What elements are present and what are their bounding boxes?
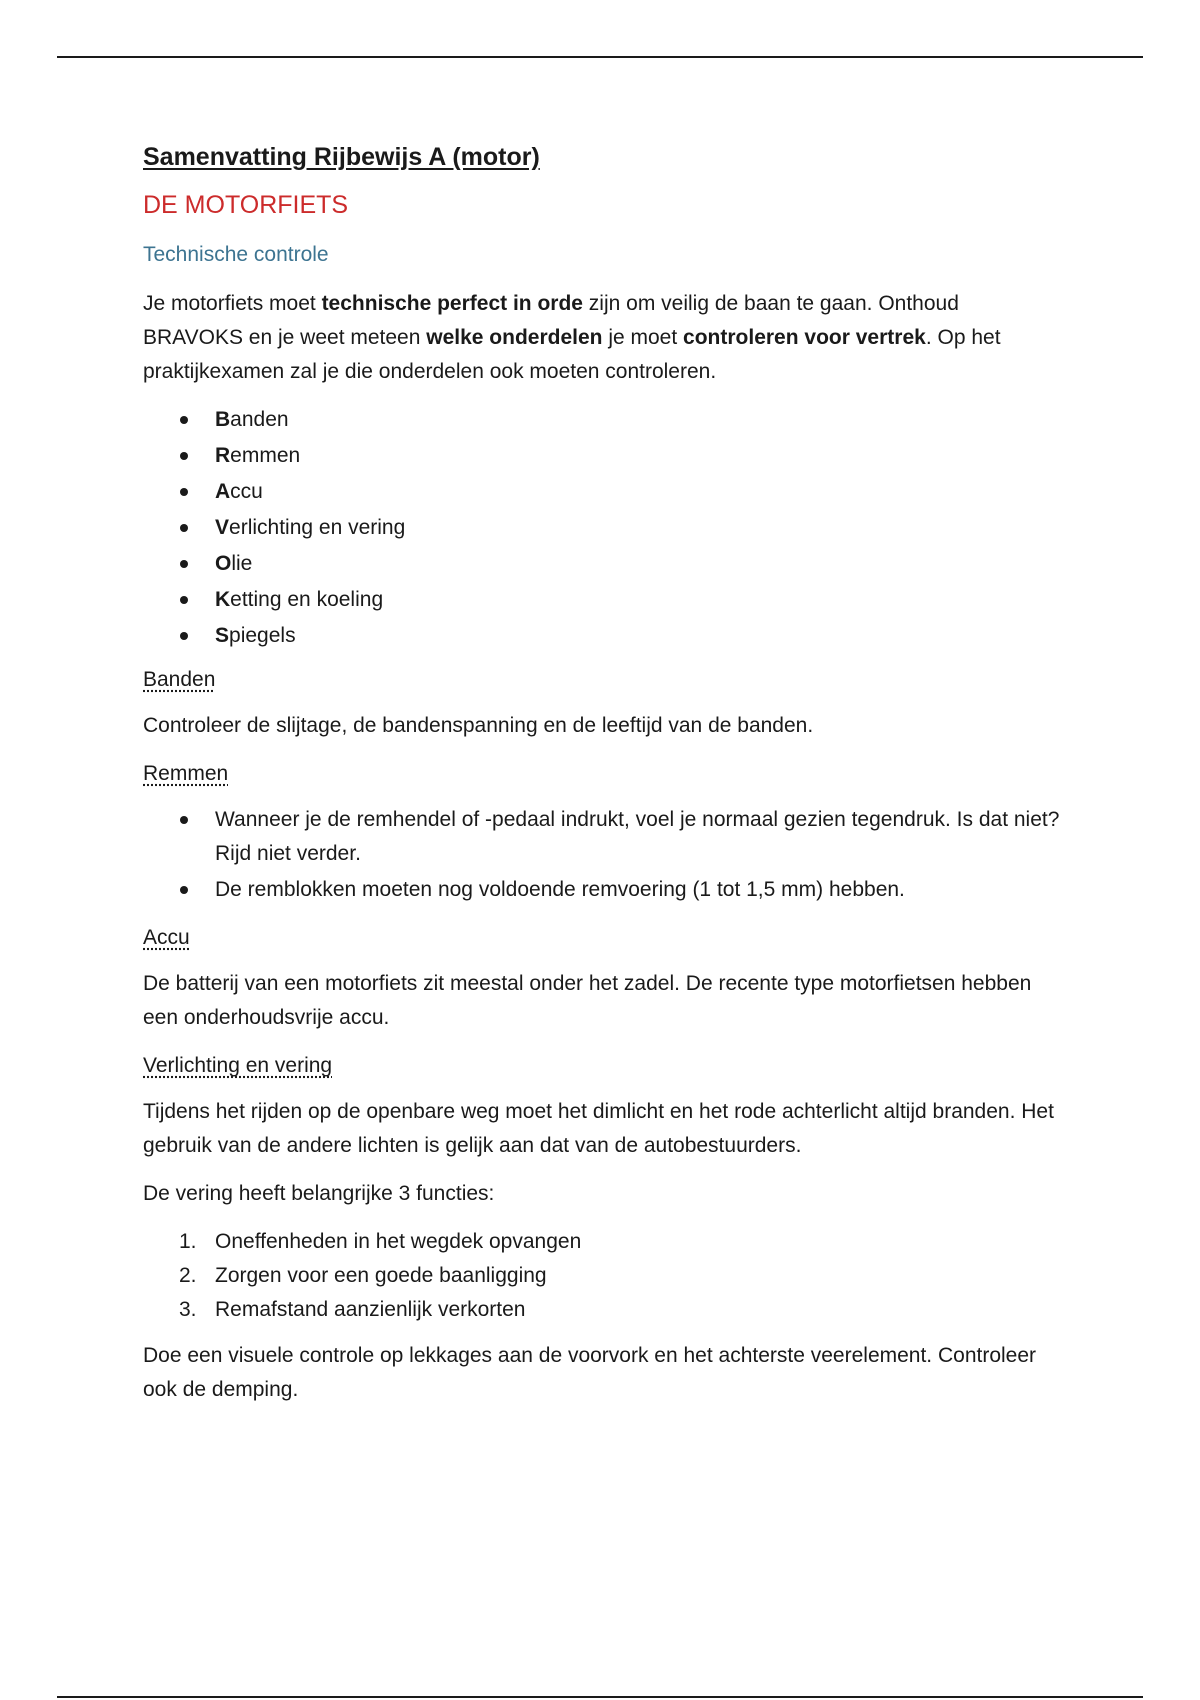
banden-text: Controleer de slijtage, de bandenspanning en de leeftijd van de banden. — [143, 714, 814, 737]
list-item — [143, 583, 1063, 617]
list-item-text: Oneffenheden in het wegdek opvangen — [215, 1230, 582, 1253]
bullet-icon — [180, 524, 188, 532]
list-item-text: ccu — [230, 480, 263, 503]
banden-section — [143, 663, 1063, 743]
intro-bold: controleren voor vertrek — [683, 326, 926, 349]
intro-text: zijn om veilig de baan te gaan. Onthoud BRAVOKS en je weet meteen — [143, 292, 959, 349]
remmen-list — [143, 803, 1063, 907]
list-number: 2. — [179, 1264, 197, 1287]
acronym-letter: R — [215, 444, 231, 467]
acronym-letter: A — [215, 480, 231, 503]
list-item — [143, 403, 1063, 437]
list-item — [143, 475, 1063, 509]
list-item-text: lie — [231, 552, 253, 575]
list-item-text: piegels — [229, 624, 296, 647]
acronym-letter: K — [215, 588, 231, 611]
bullet-icon — [180, 416, 188, 424]
list-item-text: Zorgen voor een goede baanligging — [215, 1264, 547, 1287]
accu-section — [143, 921, 1063, 1035]
subsection-heading: Technische controle — [143, 243, 329, 266]
verlichting-text: Tijdens het rijden op de openbare weg moet het dimlicht en het rode achterlicht altijd branden. Het gebruik van de andere lichten is gelijk aan dat van de autobestuurders. — [143, 1100, 1054, 1157]
vering-check-text: Doe een visuele controle op lekkages aan de voorvork en het achterste veerelement. Controleer ook de demping. — [143, 1344, 1037, 1401]
list-number: 3. — [179, 1298, 197, 1321]
acronym-letter: B — [215, 408, 231, 431]
acronym-letter: S — [215, 624, 230, 647]
bullet-icon — [180, 488, 188, 496]
footer-rule — [57, 1696, 1143, 1698]
list-item — [143, 511, 1063, 545]
list-item-text: erlichting en vering — [229, 516, 406, 539]
remmen-section — [143, 757, 1063, 907]
list-item-text: anden — [230, 408, 289, 431]
document-body — [143, 140, 1063, 1421]
bullet-icon — [180, 816, 188, 824]
list-item-text: Remafstand aanzienlijk verkorten — [215, 1298, 526, 1321]
list-item — [143, 547, 1063, 581]
acronym-letter: O — [215, 552, 232, 575]
list-item — [143, 439, 1063, 473]
bullet-icon — [180, 632, 188, 640]
bullet-icon — [180, 560, 188, 568]
list-item-text: De remblokken moeten nog voldoende remvoering (1 tot 1,5 mm) hebben. — [215, 878, 905, 901]
list-item — [143, 803, 1063, 871]
list-item — [143, 1225, 1063, 1259]
vering-intro: De vering heeft belangrijke 3 functies: — [143, 1182, 495, 1205]
bravoks-list — [143, 403, 1063, 653]
document-title: Samenvatting Rijbewijs A (motor) — [143, 143, 540, 171]
intro-text: je moet — [602, 326, 684, 349]
verlichting-heading: Verlichting en vering — [143, 1054, 333, 1077]
intro-paragraph — [143, 287, 1063, 389]
list-item — [143, 619, 1063, 653]
verlichting-section — [143, 1049, 1063, 1407]
header-rule — [57, 56, 1143, 58]
vering-functions-list — [143, 1225, 1063, 1327]
list-item-text: etting en koeling — [230, 588, 384, 611]
accu-text: De batterij van een motorfiets zit meestal onder het zadel. De recente type motorfietsen hebben een onderhoudsvrije accu. — [143, 972, 1032, 1029]
bullet-icon — [180, 886, 188, 894]
section-heading: DE MOTORFIETS — [143, 191, 349, 219]
list-item-text: Wanneer je de remhendel of -pedaal indrukt, voel je normaal gezien tegendruk. Is dat niet? Rijd niet verder. — [215, 808, 1060, 865]
accu-heading: Accu — [143, 926, 190, 949]
intro-text: Je motorfiets moet — [143, 292, 322, 315]
remmen-heading: Remmen — [143, 762, 229, 785]
bullet-icon — [180, 596, 188, 604]
list-number: 1. — [179, 1230, 197, 1253]
banden-heading: Banden — [143, 668, 216, 691]
list-item — [143, 1259, 1063, 1293]
list-item-text: emmen — [230, 444, 301, 467]
intro-bold: welke onderdelen — [426, 326, 603, 349]
intro-text: . Op het praktijkexamen zal je die onderdelen ook moeten controleren. — [143, 326, 1001, 383]
list-item — [143, 873, 1063, 907]
intro-bold: technische perfect in orde — [321, 292, 583, 315]
list-item — [143, 1293, 1063, 1327]
bullet-icon — [180, 452, 188, 460]
acronym-letter: V — [215, 516, 230, 539]
